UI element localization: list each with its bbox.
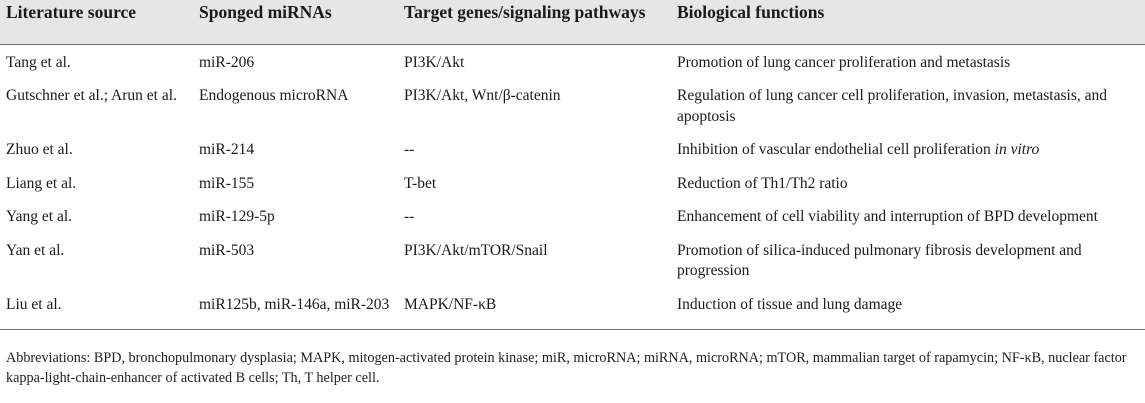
- cell-functions: [671, 78, 1145, 132]
- cell-targets: PI3K/Akt: [404, 53, 465, 71]
- functions-text: Promotion of silica-induced pulmonary fibrosis development and progression: [677, 241, 1082, 279]
- functions-text: Enhancement of cell viability and interruption of BPD development: [677, 208, 1098, 225]
- table-row: [0, 132, 1145, 166]
- cell-functions: [671, 132, 1145, 166]
- header-biological-functions: Biological functions: [671, 0, 1145, 44]
- cell-source: Zhuo et al.: [6, 141, 73, 158]
- cell-mirnas: miR-206: [199, 53, 255, 71]
- table-body: [0, 44, 1145, 330]
- header-literature-source: Literature source: [0, 0, 193, 44]
- functions-text: Inhibition of vascular endothelial cell proliferation: [677, 141, 995, 158]
- cell-targets: PI3K/Akt, Wnt/β-catenin: [404, 87, 561, 104]
- cell-mirnas: miR-503: [199, 241, 255, 259]
- cell-targets: --: [404, 208, 415, 225]
- cell-functions: [671, 44, 1145, 78]
- cell-targets: --: [404, 141, 415, 158]
- cell-functions: [671, 287, 1145, 330]
- functions-italic-text: in vitro: [994, 141, 1040, 158]
- cell-targets: T-bet: [404, 174, 437, 192]
- cell-source: Liang et al.: [6, 174, 77, 192]
- functions-text: Reduction of Th1/Th2 ratio: [677, 174, 848, 192]
- header-target-genes: Target genes/signaling pathways: [398, 0, 671, 44]
- header-row: [0, 0, 1145, 44]
- cell-source: Yang et al.: [6, 208, 73, 225]
- functions-text: Regulation of lung cancer cell proliferation, invasion, metastasis, and apoptosis: [677, 87, 1107, 125]
- cell-mirnas: miR-155: [199, 174, 255, 192]
- cell-functions: [671, 166, 1145, 200]
- cell-targets: PI3K/Akt/mTOR/Snail: [404, 241, 548, 259]
- table-row: [0, 233, 1145, 287]
- table-row: [0, 166, 1145, 200]
- table-row: [0, 287, 1145, 330]
- cell-mirnas: miR-214: [199, 141, 255, 158]
- table-row: [0, 44, 1145, 78]
- cell-targets: MAPK/NF-κB: [398, 287, 671, 330]
- cell-source: Liu et al.: [0, 287, 193, 330]
- table-row: [0, 199, 1145, 233]
- table-header: [0, 0, 1145, 44]
- functions-text: Promotion of lung cancer proliferation and metastasis: [677, 53, 1011, 71]
- cell-functions: [671, 199, 1145, 233]
- header-sponged-mirnas: Sponged miRNAs: [193, 0, 398, 44]
- abbreviations-footnote: Abbreviations: BPD, bronchopulmonary dysplasia; MAPK, mitogen-activated protein kinase; miR, microRNA; miRNA, microRNA; mTOR, mammalian target of rapamycin; NF-κB, nuclear factor kappa-light-chain-enhancer of activated B cells; Th, T helper cell.: [6, 350, 1127, 386]
- cell-mirnas: miR125b, miR-146a, miR-203: [193, 287, 398, 330]
- functions-text: Induction of tissue and lung damage: [677, 295, 903, 313]
- cell-mirnas: Endogenous microRNA: [199, 87, 349, 104]
- cell-functions: [671, 233, 1145, 287]
- cell-source: Gutschner et al.; Arun et al.: [6, 87, 177, 104]
- cell-source: Yan et al.: [6, 241, 65, 259]
- table-row: [0, 78, 1145, 132]
- cell-source: Tang et al.: [6, 53, 71, 71]
- cell-mirnas: miR-129-5p: [199, 208, 275, 225]
